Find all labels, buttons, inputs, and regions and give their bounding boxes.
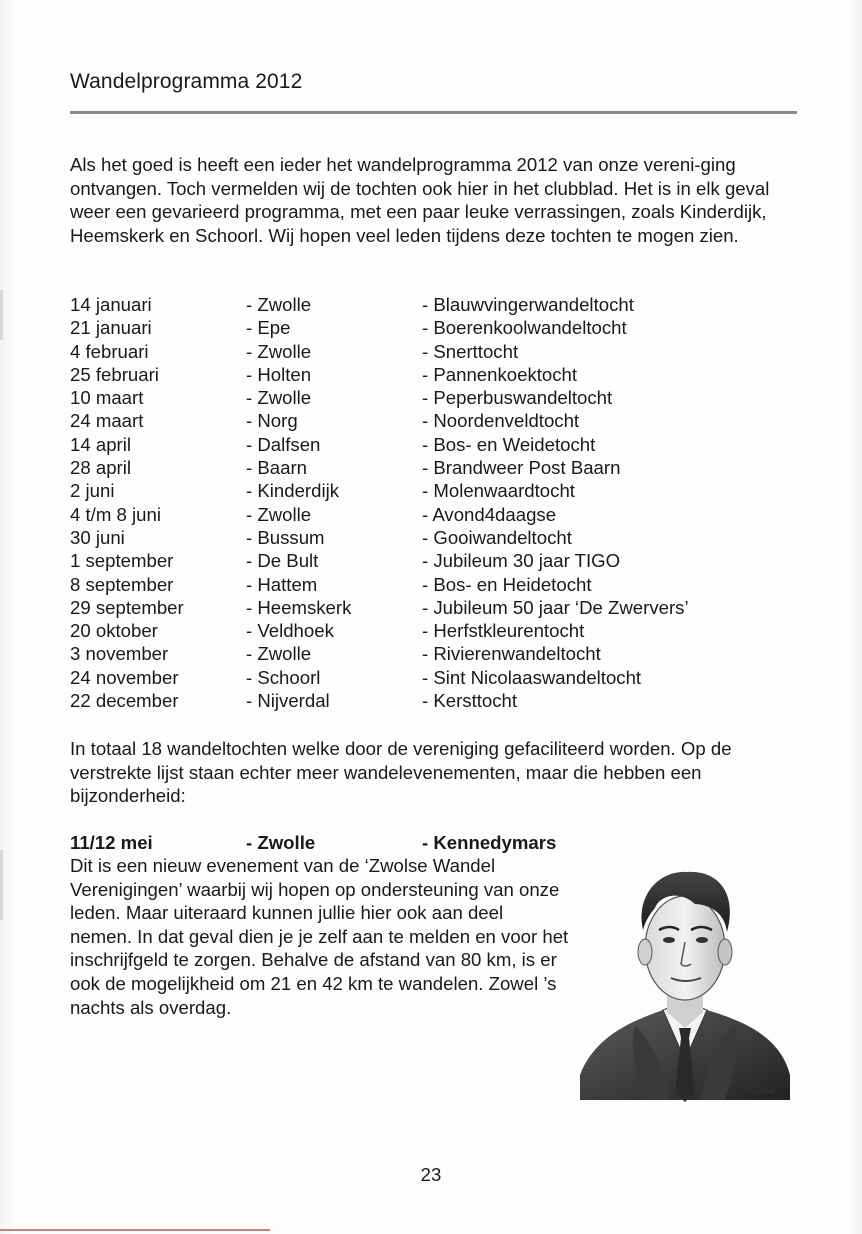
schedule-date: 24 maart [70,410,144,432]
schedule-place: - Bussum [246,526,325,548]
special-event-description [70,854,570,1019]
schedule-place: - Veldhoek [246,620,334,642]
summary-text: In totaal 18 wandeltochten welke door de vereniging gefaciliteerd worden. Op de verstrekte lijst staan echter meer wandelevenementen, maar die hebben een bijzonderheid: [70,738,732,807]
schedule-event: - Boerenkoolwandeltocht [422,317,627,339]
schedule-event: - Noordenveldtocht [422,410,580,432]
schedule-place: - Norg [246,410,298,432]
schedule-date: 20 oktober [70,620,158,642]
schedule-row [70,689,810,712]
page-number: 23 [420,1164,442,1185]
schedule-place: - Heemskerk [246,596,352,618]
schedule-place: - Zwolle [246,387,312,409]
edge-mark [0,1229,270,1231]
schedule-row [70,666,810,689]
schedule-event: - Gooiwandeltocht [422,526,572,548]
walk-schedule [70,293,810,712]
schedule-event: - Blauwvingerwandeltocht [422,294,634,315]
schedule-event: - Herfstkleurentocht [422,620,585,642]
schedule-date: 25 februari [70,363,159,385]
schedule-event: - Jubileum 50 jaar ‘De Zwervers’ [422,596,689,618]
schedule-event: - Jubileum 30 jaar TIGO [422,550,621,572]
schedule-row [70,573,810,596]
schedule-place: - Kinderdijk [246,480,340,502]
schedule-row [70,409,810,432]
summary-paragraph [70,737,810,808]
special-event-name: - Kennedymars [422,832,557,853]
binding-mark [0,290,3,340]
schedule-row [70,549,810,572]
schedule-place: - Hattem [246,573,318,595]
schedule-row [70,503,810,526]
schedule-date: 2 juni [70,480,115,502]
page-title: Wandelprogramma 2012 [70,70,303,93]
schedule-row [70,619,810,642]
schedule-date: 1 september [70,550,174,572]
intro-text: Als het goed is heeft een ieder het wandelprogramma 2012 van onze vereni-ging ontvangen. Toch vermelden wij de tochten ook hier in het clubblad. Het is in elk geval weer een gevarieerd programma, met een paar leuke verrassingen, zoals Kinderdijk, Heemskerk en Schoorl. Wij hopen veel leden tijdens deze tochten te mogen zien. [70,154,770,246]
schedule-place: - Zwolle [246,503,312,525]
schedule-row [70,596,810,619]
schedule-date: 14 januari [70,294,152,315]
schedule-date: 14 april [70,433,131,455]
schedule-event: - Pannenkoektocht [422,363,578,385]
header-divider [70,111,797,114]
schedule-event: - Sint Nicolaaswandeltocht [422,666,642,688]
schedule-place: - Baarn [246,457,307,479]
schedule-date: 21 januari [70,317,152,339]
schedule-date: 8 september [70,573,174,595]
schedule-place: - Zwolle [246,294,312,315]
schedule-row [70,386,810,409]
schedule-place: - Nijverdal [246,690,330,712]
schedule-place: - De Bult [246,550,319,572]
schedule-event: - Snerttocht [422,340,519,362]
schedule-event: - Avond4daagse [422,503,557,525]
schedule-place: - Holten [246,363,312,385]
schedule-date: 28 april [70,457,131,479]
schedule-place: - Schoorl [246,666,321,688]
schedule-event: - Rivierenwandeltocht [422,643,601,665]
binding-mark [0,850,3,920]
schedule-date: 29 september [70,596,184,618]
special-event-place: - Zwolle [246,832,316,853]
schedule-date: 4 t/m 8 juni [70,503,161,525]
schedule-row [70,526,810,549]
schedule-row [70,316,810,339]
schedule-date: 30 juni [70,526,125,548]
schedule-row [70,479,810,502]
schedule-date: 3 november [70,643,169,665]
schedule-place: - Zwolle [246,643,312,665]
portrait-illustration [575,860,795,1110]
schedule-date: 10 maart [70,387,144,409]
schedule-date: 4 februari [70,340,149,362]
schedule-date: 24 november [70,666,179,688]
schedule-date: 22 december [70,690,179,712]
schedule-event: - Molenwaardtocht [422,480,575,502]
intro-paragraph [70,153,800,247]
schedule-event: - Bos- en Weidetocht [422,433,596,455]
special-event-heading [70,832,590,856]
schedule-event: - Kersttocht [422,690,518,712]
schedule-event: - Brandweer Post Baarn [422,457,621,479]
schedule-row [70,456,810,479]
special-event-date: 11/12 mei [70,832,153,853]
schedule-row [70,433,810,456]
schedule-place: - Epe [246,317,291,339]
schedule-event: - Bos- en Heidetocht [422,573,592,595]
schedule-event: - Peperbuswandeltocht [422,387,613,409]
schedule-row [70,293,810,316]
schedule-row [70,642,810,665]
schedule-row [70,340,810,363]
schedule-row [70,363,810,386]
schedule-place: - Dalfsen [246,433,321,455]
schedule-place: - Zwolle [246,340,312,362]
special-event-text: Dit is een nieuw evenement van de ‘Zwolse Wandel Verenigingen’ waarbij wij hopen op ondersteuning van onze leden. Maar uiteraard kunnen jullie hier ook aan deel nemen. In dat geval dien je je zelf aan te melden en voor het inschrijfgeld te zorgen. Behalve de afstand van 80 km, is er ook de mogelijkheid om 21 en 42 km te wandelen. Zowel ’s nachts als overdag. [70,855,569,1018]
